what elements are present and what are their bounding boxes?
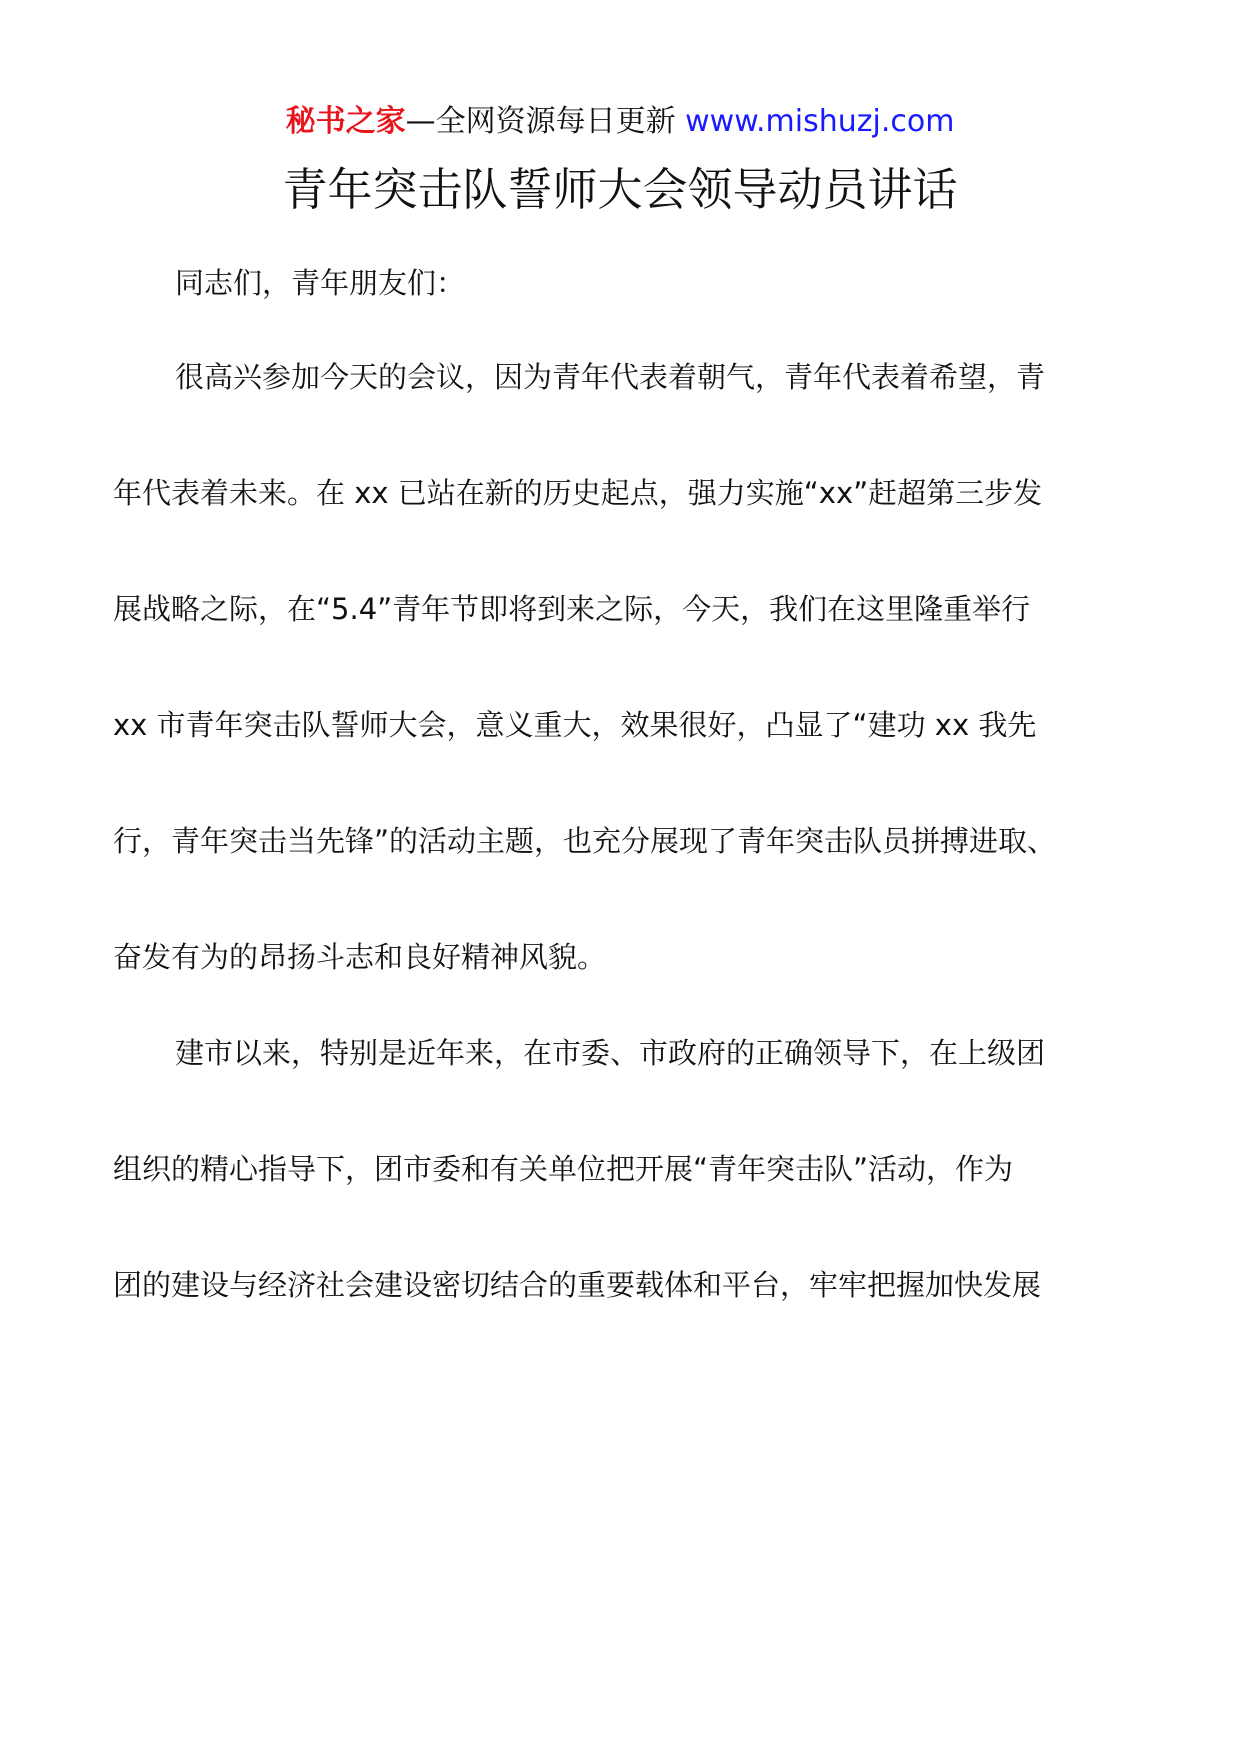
greeting-line: 同志们，青年朋友们： (175, 266, 466, 300)
paragraph-1-line-6: 奋发有为的昂扬斗志和良好精神风貌。 (113, 940, 607, 974)
site-url-link[interactable]: www.mishuzj.com (685, 104, 955, 139)
paragraph-2-line-2: 组织的精心指导下，团市委和有关单位把开展“青年突击队”活动，作为 (113, 1152, 1014, 1186)
paragraph-2-line-3: 团的建设与经济社会建设密切结合的重要载体和平台，牢牢把握加快发展 (113, 1268, 1042, 1302)
paragraph-1-line-1: 很高兴参加今天的会议，因为青年代表着朝气，青年代表着希望，青 (175, 360, 1046, 394)
paragraph-1-line-3: 展战略之际，在“5.4”青年节即将到来之际，今天，我们在这里隆重举行 (113, 592, 1031, 626)
document-title: 青年突击队誓师大会领导动员讲话 (282, 163, 958, 216)
paragraph-2-line-1: 建市以来，特别是近年来，在市委、市政府的正确领导下，在上级团 (175, 1036, 1046, 1070)
paragraph-1-line-4: xx 市青年突击队誓师大会，意义重大，效果很好，凸显了“建功 xx 我先 (113, 708, 1037, 742)
site-tagline: —全网资源每日更新 (405, 104, 686, 139)
document-body (113, 0, 1143, 1754)
paragraph-1-line-2: 年代表着未来。在 xx 已站在新的历史起点，强力实施“xx”赶超第三步发 (113, 476, 1043, 510)
site-brand: 秘书之家 (285, 104, 406, 139)
paragraph-1-line-5: 行，青年突击当先锋”的活动主题，也充分展现了青年突击队员拼搏进取、 (113, 824, 1057, 858)
